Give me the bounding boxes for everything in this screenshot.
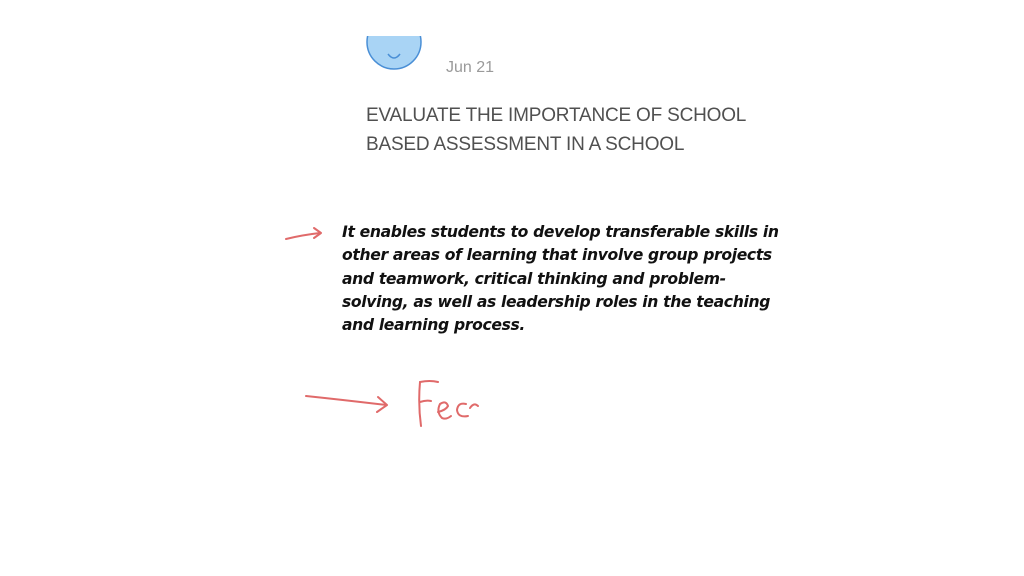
avatar-circle bbox=[367, 36, 421, 69]
answer-text bbox=[342, 221, 779, 337]
handwritten-arrow-icon bbox=[304, 388, 394, 418]
question-line: BASED ASSESSMENT IN A SCHOOL bbox=[366, 134, 685, 155]
avatar bbox=[366, 36, 422, 82]
handwritten-arrow-icon bbox=[284, 224, 328, 244]
answer-line: and teamwork, critical thinking and problem- bbox=[342, 269, 726, 288]
question-text bbox=[366, 101, 786, 159]
answer-line: other areas of learning that involve group projects bbox=[342, 246, 772, 265]
post-date: Jun 21 bbox=[446, 59, 495, 76]
answer-line: and learning process. bbox=[342, 316, 526, 335]
answer-line: solving, as well as leadership roles in the teaching bbox=[342, 292, 771, 311]
answer-line: It enables students to develop transferable skills in bbox=[342, 223, 779, 241]
question-line: EVALUATE THE IMPORTANCE OF SCHOOL bbox=[366, 105, 747, 126]
handwritten-word-fec bbox=[408, 374, 488, 434]
